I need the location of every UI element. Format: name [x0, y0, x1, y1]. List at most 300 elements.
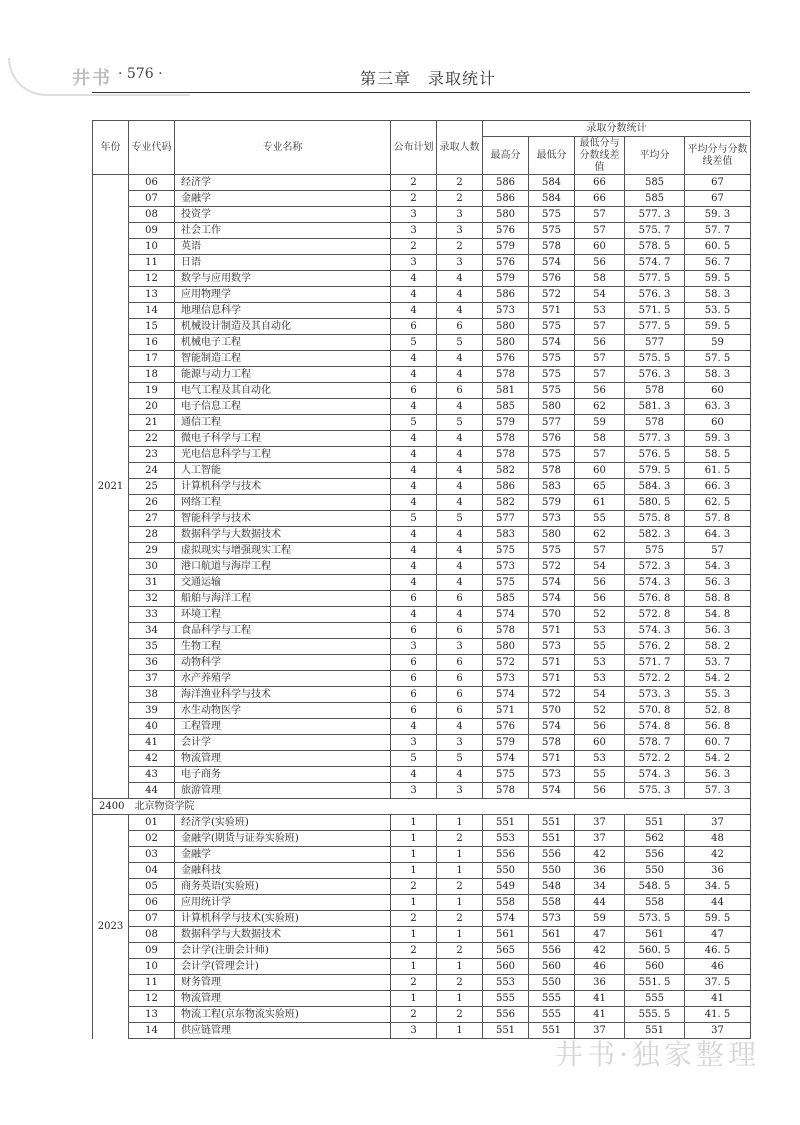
cell-min: 575 — [529, 383, 575, 399]
cell-avg: 572. 2 — [625, 751, 685, 767]
table-row — [93, 351, 751, 367]
cell-plan: 6 — [391, 383, 437, 399]
cell-avg: 580. 5 — [625, 495, 685, 511]
cell-max: 573 — [483, 303, 529, 319]
cell-admitted: 3 — [437, 735, 483, 751]
cell-avg-diff: 59. 5 — [685, 271, 751, 287]
cell-admitted: 2 — [437, 943, 483, 959]
cell-min: 583 — [529, 479, 575, 495]
cell-avg-diff: 37 — [685, 1023, 751, 1039]
table-row — [93, 287, 751, 303]
cell-avg-diff: 55. 3 — [685, 687, 751, 703]
cell-name: 计算机科学与技术 — [175, 479, 391, 495]
cell-avg: 578 — [625, 415, 685, 431]
cell-min-diff: 54 — [575, 559, 625, 575]
cell-name: 海洋渔业科学与技术 — [175, 687, 391, 703]
cell-min-diff: 36 — [575, 975, 625, 991]
cell-min-diff: 36 — [575, 863, 625, 879]
cell-min: 555 — [529, 1007, 575, 1023]
cell-code: 08 — [129, 207, 175, 223]
cell-plan: 1 — [391, 991, 437, 1007]
cell-min-diff: 56 — [575, 783, 625, 799]
cell-code: 16 — [129, 335, 175, 351]
cell-max: 579 — [483, 735, 529, 751]
cell-avg-diff: 58. 3 — [685, 287, 751, 303]
cell-min-diff: 57 — [575, 207, 625, 223]
cell-admitted: 3 — [437, 639, 483, 655]
cell-max: 585 — [483, 591, 529, 607]
cell-admitted: 5 — [437, 335, 483, 351]
cell-admitted: 2 — [437, 1007, 483, 1023]
cell-plan: 3 — [391, 735, 437, 751]
cell-avg: 576. 2 — [625, 639, 685, 655]
cell-admitted: 2 — [437, 191, 483, 207]
cell-avg-diff: 53. 7 — [685, 655, 751, 671]
cell-name: 财务管理 — [175, 975, 391, 991]
cell-max: 579 — [483, 271, 529, 287]
cell-min: 578 — [529, 463, 575, 479]
cell-avg: 573. 5 — [625, 911, 685, 927]
cell-name: 生物工程 — [175, 639, 391, 655]
col-max: 最高分 — [483, 137, 529, 175]
cell-avg-diff: 57. 3 — [685, 783, 751, 799]
cell-avg-diff: 60. 5 — [685, 239, 751, 255]
cell-name: 能源与动力工程 — [175, 367, 391, 383]
cell-min-diff: 57 — [575, 351, 625, 367]
cell-plan: 4 — [391, 479, 437, 495]
cell-admitted: 2 — [437, 239, 483, 255]
cell-avg-diff: 54. 3 — [685, 559, 751, 575]
cell-code: 25 — [129, 479, 175, 495]
cell-min-diff: 65 — [575, 479, 625, 495]
cell-name: 供应链管理 — [175, 1023, 391, 1039]
cell-min: 575 — [529, 207, 575, 223]
cell-name: 水产养殖学 — [175, 671, 391, 687]
cell-code: 44 — [129, 783, 175, 799]
cell-plan: 1 — [391, 895, 437, 911]
cell-avg-diff: 60 — [685, 383, 751, 399]
cell-code: 07 — [129, 191, 175, 207]
cell-max: 572 — [483, 655, 529, 671]
cell-plan: 4 — [391, 495, 437, 511]
cell-admitted: 1 — [437, 863, 483, 879]
cell-min-diff: 59 — [575, 415, 625, 431]
cell-min: 574 — [529, 335, 575, 351]
cell-avg: 574. 8 — [625, 719, 685, 735]
cell-admitted: 6 — [437, 655, 483, 671]
cell-admitted: 6 — [437, 383, 483, 399]
cell-min-diff: 56 — [575, 719, 625, 735]
cell-plan: 6 — [391, 591, 437, 607]
cell-min: 573 — [529, 911, 575, 927]
cell-name: 数据科学与大数据技术 — [175, 927, 391, 943]
cell-min: 550 — [529, 863, 575, 879]
cell-avg: 551 — [625, 1023, 685, 1039]
table-row — [93, 719, 751, 735]
cell-plan: 3 — [391, 255, 437, 271]
cell-avg: 577. 3 — [625, 431, 685, 447]
table-row — [93, 607, 751, 623]
cell-min: 575 — [529, 223, 575, 239]
cell-min-diff: 53 — [575, 671, 625, 687]
cell-plan: 6 — [391, 671, 437, 687]
cell-code: 08 — [129, 927, 175, 943]
institution-row-body — [93, 799, 751, 815]
cell-avg-diff: 44 — [685, 895, 751, 911]
table-row — [93, 847, 751, 863]
cell-admitted: 4 — [437, 351, 483, 367]
cell-avg: 582. 3 — [625, 527, 685, 543]
cell-max: 574 — [483, 751, 529, 767]
col-avg: 平均分 — [625, 137, 685, 175]
cell-max: 583 — [483, 527, 529, 543]
table-row — [93, 735, 751, 751]
cell-max: 556 — [483, 1007, 529, 1023]
cell-admitted: 4 — [437, 767, 483, 783]
table-row — [93, 399, 751, 415]
cell-plan: 4 — [391, 447, 437, 463]
cell-name: 电子信息工程 — [175, 399, 391, 415]
cell-plan: 1 — [391, 927, 437, 943]
cell-avg-diff: 48 — [685, 831, 751, 847]
cell-code: 21 — [129, 415, 175, 431]
cell-max: 553 — [483, 975, 529, 991]
cell-max: 555 — [483, 991, 529, 1007]
cell-code: 07 — [129, 911, 175, 927]
cell-avg: 561 — [625, 927, 685, 943]
cell-min-diff: 42 — [575, 847, 625, 863]
cell-name: 机械电子工程 — [175, 335, 391, 351]
cell-avg: 581. 3 — [625, 399, 685, 415]
cell-code: 26 — [129, 495, 175, 511]
cell-min-diff: 52 — [575, 703, 625, 719]
cell-max: 560 — [483, 959, 529, 975]
cell-max: 580 — [483, 207, 529, 223]
cell-admitted: 4 — [437, 559, 483, 575]
cell-avg-diff: 63. 3 — [685, 399, 751, 415]
cell-plan: 4 — [391, 527, 437, 543]
cell-avg: 560. 5 — [625, 943, 685, 959]
cell-avg-diff: 66. 3 — [685, 479, 751, 495]
cell-name: 应用统计学 — [175, 895, 391, 911]
cell-max: 582 — [483, 463, 529, 479]
table-row — [93, 543, 751, 559]
table-row — [93, 255, 751, 271]
cell-avg-diff: 52. 8 — [685, 703, 751, 719]
cell-avg: 555 — [625, 991, 685, 1007]
cell-max: 575 — [483, 767, 529, 783]
cell-max: 556 — [483, 847, 529, 863]
cell-admitted: 4 — [437, 399, 483, 415]
cell-avg: 572. 2 — [625, 671, 685, 687]
cell-plan: 2 — [391, 879, 437, 895]
cell-max: 575 — [483, 543, 529, 559]
cell-name: 水生动物医学 — [175, 703, 391, 719]
cell-min-diff: 37 — [575, 831, 625, 847]
col-major-code: 专业代码 — [129, 121, 175, 175]
cell-avg: 570. 8 — [625, 703, 685, 719]
cell-min: 574 — [529, 783, 575, 799]
watermark: 井书·独家整理 — [555, 1038, 760, 1071]
cell-min: 573 — [529, 767, 575, 783]
cell-code: 10 — [129, 239, 175, 255]
cell-admitted: 1 — [437, 927, 483, 943]
cell-name: 数据科学与大数据技术 — [175, 527, 391, 543]
cell-min: 551 — [529, 815, 575, 831]
cell-avg-diff: 56. 7 — [685, 255, 751, 271]
cell-admitted: 4 — [437, 287, 483, 303]
cell-min: 548 — [529, 879, 575, 895]
cell-min: 580 — [529, 399, 575, 415]
cell-name: 物流管理 — [175, 991, 391, 1007]
cell-name: 船舶与海洋工程 — [175, 591, 391, 607]
cell-avg-diff: 56. 3 — [685, 575, 751, 591]
cell-code: 13 — [129, 1007, 175, 1023]
table-row — [93, 415, 751, 431]
cell-min: 571 — [529, 623, 575, 639]
table-row — [93, 463, 751, 479]
cell-max: 577 — [483, 511, 529, 527]
cell-plan: 4 — [391, 463, 437, 479]
cell-name: 人工智能 — [175, 463, 391, 479]
cell-min: 577 — [529, 415, 575, 431]
cell-admitted: 4 — [437, 271, 483, 287]
cell-avg-diff: 59. 5 — [685, 319, 751, 335]
cell-avg: 579. 5 — [625, 463, 685, 479]
cell-plan: 1 — [391, 959, 437, 975]
cell-name: 通信工程 — [175, 415, 391, 431]
cell-admitted: 4 — [437, 607, 483, 623]
cell-admitted: 4 — [437, 575, 483, 591]
table-row — [93, 927, 751, 943]
table-row — [93, 767, 751, 783]
cell-plan: 2 — [391, 175, 437, 191]
cell-avg-diff: 57 — [685, 543, 751, 559]
cell-name: 日语 — [175, 255, 391, 271]
cell-code: 06 — [129, 175, 175, 191]
cell-admitted: 6 — [437, 671, 483, 687]
cell-min: 560 — [529, 959, 575, 975]
cell-avg: 573. 3 — [625, 687, 685, 703]
cell-admitted: 5 — [437, 751, 483, 767]
cell-min: 573 — [529, 639, 575, 655]
cell-plan: 4 — [391, 559, 437, 575]
table-row — [93, 191, 751, 207]
cell-min-diff: 53 — [575, 303, 625, 319]
cell-admitted: 1 — [437, 991, 483, 1007]
cell-min-diff: 61 — [575, 495, 625, 511]
cell-avg-diff: 64. 3 — [685, 527, 751, 543]
cell-avg-diff: 59. 3 — [685, 207, 751, 223]
cell-name: 金融学(期货与证券实验班) — [175, 831, 391, 847]
cell-max: 578 — [483, 783, 529, 799]
cell-code: 28 — [129, 527, 175, 543]
cell-min: 550 — [529, 975, 575, 991]
cell-name: 虚拟现实与增强现实工程 — [175, 543, 391, 559]
cell-code: 18 — [129, 367, 175, 383]
cell-min: 575 — [529, 367, 575, 383]
table-row — [93, 655, 751, 671]
cell-plan: 3 — [391, 1023, 437, 1039]
cell-code: 14 — [129, 1023, 175, 1039]
cell-avg-diff: 58. 2 — [685, 639, 751, 655]
cell-admitted: 6 — [437, 319, 483, 335]
cell-code: 37 — [129, 671, 175, 687]
table-row — [93, 671, 751, 687]
cell-plan: 4 — [391, 287, 437, 303]
cell-code: 24 — [129, 463, 175, 479]
cell-min-diff: 57 — [575, 447, 625, 463]
cell-plan: 4 — [391, 719, 437, 735]
cell-avg: 585 — [625, 191, 685, 207]
cell-avg: 577. 5 — [625, 271, 685, 287]
cell-avg-diff: 67 — [685, 175, 751, 191]
col-min: 最低分 — [529, 137, 575, 175]
cell-code: 11 — [129, 255, 175, 271]
cell-avg: 576. 3 — [625, 287, 685, 303]
cell-name: 交通运输 — [175, 575, 391, 591]
cell-min: 576 — [529, 431, 575, 447]
table-row — [93, 383, 751, 399]
cell-avg: 574. 3 — [625, 767, 685, 783]
cell-avg: 578. 7 — [625, 735, 685, 751]
cell-admitted: 6 — [437, 591, 483, 607]
cell-min-diff: 55 — [575, 639, 625, 655]
cell-avg: 551. 5 — [625, 975, 685, 991]
cell-avg-diff: 58. 5 — [685, 447, 751, 463]
cell-admitted: 2 — [437, 879, 483, 895]
cell-code: 10 — [129, 959, 175, 975]
cell-avg-diff: 56. 3 — [685, 767, 751, 783]
table-row — [93, 623, 751, 639]
cell-avg: 551 — [625, 815, 685, 831]
cell-plan: 4 — [391, 543, 437, 559]
cell-code: 19 — [129, 383, 175, 399]
cell-code: 04 — [129, 863, 175, 879]
cell-min-diff: 58 — [575, 271, 625, 287]
cell-plan: 5 — [391, 751, 437, 767]
cell-plan: 1 — [391, 815, 437, 831]
cell-max: 571 — [483, 703, 529, 719]
cell-min: 573 — [529, 511, 575, 527]
cell-admitted: 4 — [437, 367, 483, 383]
cell-avg: 562 — [625, 831, 685, 847]
table-row — [93, 1007, 751, 1023]
cell-code: 17 — [129, 351, 175, 367]
cell-min-diff: 62 — [575, 527, 625, 543]
table-row — [93, 239, 751, 255]
cell-name: 英语 — [175, 239, 391, 255]
table-row — [93, 447, 751, 463]
cell-name: 商务英语(实验班) — [175, 879, 391, 895]
cell-max: 576 — [483, 719, 529, 735]
cell-code: 36 — [129, 655, 175, 671]
cell-plan: 3 — [391, 207, 437, 223]
cell-min-diff: 57 — [575, 367, 625, 383]
cell-name: 网络工程 — [175, 495, 391, 511]
cell-name: 投资学 — [175, 207, 391, 223]
cell-admitted: 5 — [437, 511, 483, 527]
col-year: 年份 — [93, 121, 129, 175]
cell-code: 34 — [129, 623, 175, 639]
table-row — [93, 895, 751, 911]
cell-admitted: 2 — [437, 975, 483, 991]
cell-avg: 576. 8 — [625, 591, 685, 607]
cell-name: 地理信息科学 — [175, 303, 391, 319]
cell-min-diff: 54 — [575, 287, 625, 303]
cell-admitted: 1 — [437, 1023, 483, 1039]
cell-name: 经济学(实验班) — [175, 815, 391, 831]
cell-plan: 6 — [391, 687, 437, 703]
cell-admitted: 1 — [437, 959, 483, 975]
table-row — [93, 639, 751, 655]
cell-avg-diff: 47 — [685, 927, 751, 943]
cell-max: 574 — [483, 607, 529, 623]
cell-admitted: 1 — [437, 895, 483, 911]
cell-avg-diff: 42 — [685, 847, 751, 863]
cell-admitted: 1 — [437, 847, 483, 863]
cell-min-diff: 60 — [575, 463, 625, 479]
table-row — [93, 831, 751, 847]
cell-min-diff: 54 — [575, 687, 625, 703]
table-row — [93, 223, 751, 239]
cell-avg-diff: 59. 3 — [685, 431, 751, 447]
cell-admitted: 6 — [437, 703, 483, 719]
table-row — [93, 687, 751, 703]
cell-avg: 584. 3 — [625, 479, 685, 495]
table-row — [93, 975, 751, 991]
cell-min-diff: 57 — [575, 223, 625, 239]
cell-avg: 585 — [625, 175, 685, 191]
cell-code: 13 — [129, 287, 175, 303]
chapter-title: 第三章 录取统计 — [360, 69, 497, 88]
cell-plan: 1 — [391, 831, 437, 847]
cell-code: 01 — [129, 815, 175, 831]
cell-min: 551 — [529, 831, 575, 847]
cell-min-diff: 57 — [575, 319, 625, 335]
cell-min-diff: 41 — [575, 1007, 625, 1023]
cell-avg: 575. 8 — [625, 511, 685, 527]
cell-max: 581 — [483, 383, 529, 399]
cell-plan: 4 — [391, 767, 437, 783]
cell-avg: 574. 3 — [625, 623, 685, 639]
cell-min-diff: 56 — [575, 575, 625, 591]
cell-avg: 574. 3 — [625, 575, 685, 591]
cell-min-diff: 41 — [575, 991, 625, 1007]
cell-name: 电子商务 — [175, 767, 391, 783]
cell-min-diff: 46 — [575, 959, 625, 975]
cell-avg: 571. 5 — [625, 303, 685, 319]
cell-avg-diff: 54. 8 — [685, 607, 751, 623]
year-cell: 2023 — [93, 815, 129, 1039]
cell-min: 575 — [529, 543, 575, 559]
cell-plan: 4 — [391, 607, 437, 623]
cell-code: 22 — [129, 431, 175, 447]
cell-avg-diff: 54. 2 — [685, 751, 751, 767]
cell-max: 573 — [483, 559, 529, 575]
cell-min: 556 — [529, 847, 575, 863]
cell-plan: 6 — [391, 319, 437, 335]
cell-plan: 4 — [391, 351, 437, 367]
cell-min-diff: 66 — [575, 175, 625, 191]
col-group-scores: 录取分数统计 — [483, 121, 751, 137]
table-row — [93, 751, 751, 767]
cell-code: 20 — [129, 399, 175, 415]
cell-max: 578 — [483, 367, 529, 383]
table-row — [93, 479, 751, 495]
table-row — [93, 911, 751, 927]
cell-admitted: 2 — [437, 831, 483, 847]
